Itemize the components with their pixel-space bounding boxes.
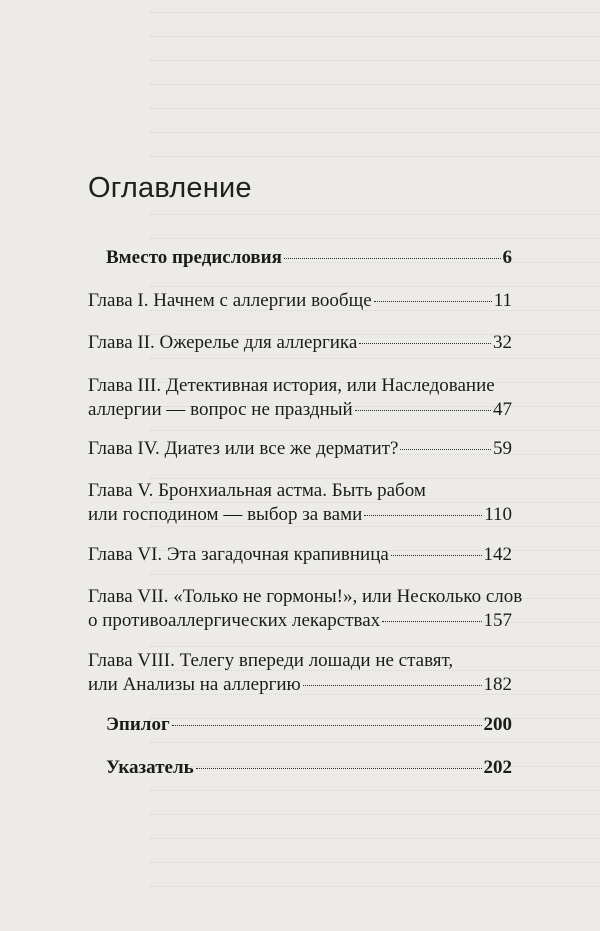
toc-entry-title: Глава VI. Эта загадочная крапивница — [88, 544, 389, 565]
toc-entry-title-line: Глава III. Детективная история, или Наследование — [88, 375, 495, 396]
dot-leader — [359, 343, 491, 344]
dot-leader — [364, 515, 482, 516]
dot-leader — [196, 768, 482, 769]
toc-entry-title-line: о противоаллергических лекарствах — [88, 610, 381, 631]
toc-entry-title: Указатель — [106, 757, 194, 778]
dot-leader — [303, 685, 482, 686]
toc-entry[interactable] — [88, 585, 523, 633]
toc-entry[interactable] — [88, 331, 512, 355]
toc-entry-title-line: аллергии — вопрос не праздный — [88, 399, 353, 420]
toc-entry-page: 200 — [483, 714, 512, 735]
dot-leader — [374, 301, 492, 302]
toc-entry[interactable] — [88, 649, 512, 697]
toc-entry-page: 142 — [483, 544, 512, 565]
dot-leader — [400, 449, 491, 450]
dot-leader — [355, 410, 491, 411]
toc-entry[interactable] — [88, 374, 512, 422]
dot-leader — [284, 258, 501, 259]
toc-entry-page: 110 — [484, 504, 512, 525]
toc-entry-page: 202 — [483, 757, 512, 778]
toc-entry-page: 59 — [493, 438, 512, 459]
dot-leader — [172, 725, 482, 726]
toc-entry-title: Вместо предисловия — [106, 247, 282, 268]
toc-entry-title-line: Глава VII. «Только не гормоны!», или Несколько слов — [88, 586, 523, 607]
toc-entry[interactable] — [88, 756, 512, 780]
toc-entry[interactable] — [88, 246, 512, 270]
toc-entry-title: Глава I. Начнем с аллергии вообще — [88, 290, 372, 311]
toc-entry-page: 6 — [502, 247, 512, 268]
toc-entry-page: 32 — [493, 332, 512, 353]
toc-entry[interactable] — [88, 543, 512, 567]
toc-entry[interactable] — [88, 713, 512, 737]
page-title: Оглавление — [88, 172, 252, 204]
toc-entry[interactable] — [88, 479, 512, 527]
toc-entry-page: 182 — [483, 674, 512, 695]
toc-entry-page: 47 — [493, 399, 512, 420]
toc-entry[interactable] — [88, 289, 512, 313]
toc-entry-title: Эпилог — [106, 714, 170, 735]
toc-entry-title-line: или господином — выбор за вами — [88, 504, 363, 525]
toc-entry-title-line: или Анализы на аллергию — [88, 674, 301, 695]
toc-entry[interactable] — [88, 437, 512, 461]
toc-entry-title-line: Глава V. Бронхиальная астма. Быть рабом — [88, 480, 426, 501]
dot-leader — [382, 621, 481, 622]
toc-entry-title: Глава II. Ожерелье для аллергика — [88, 332, 358, 353]
toc-entry-page: 11 — [493, 290, 512, 311]
toc-entry-title-line: Глава VIII. Телегу впереди лошади не ставят, — [88, 650, 454, 671]
toc-entry-title: Глава IV. Диатез или все же дерматит? — [88, 438, 399, 459]
toc-entry-page: 157 — [483, 610, 512, 631]
dot-leader — [391, 555, 482, 556]
